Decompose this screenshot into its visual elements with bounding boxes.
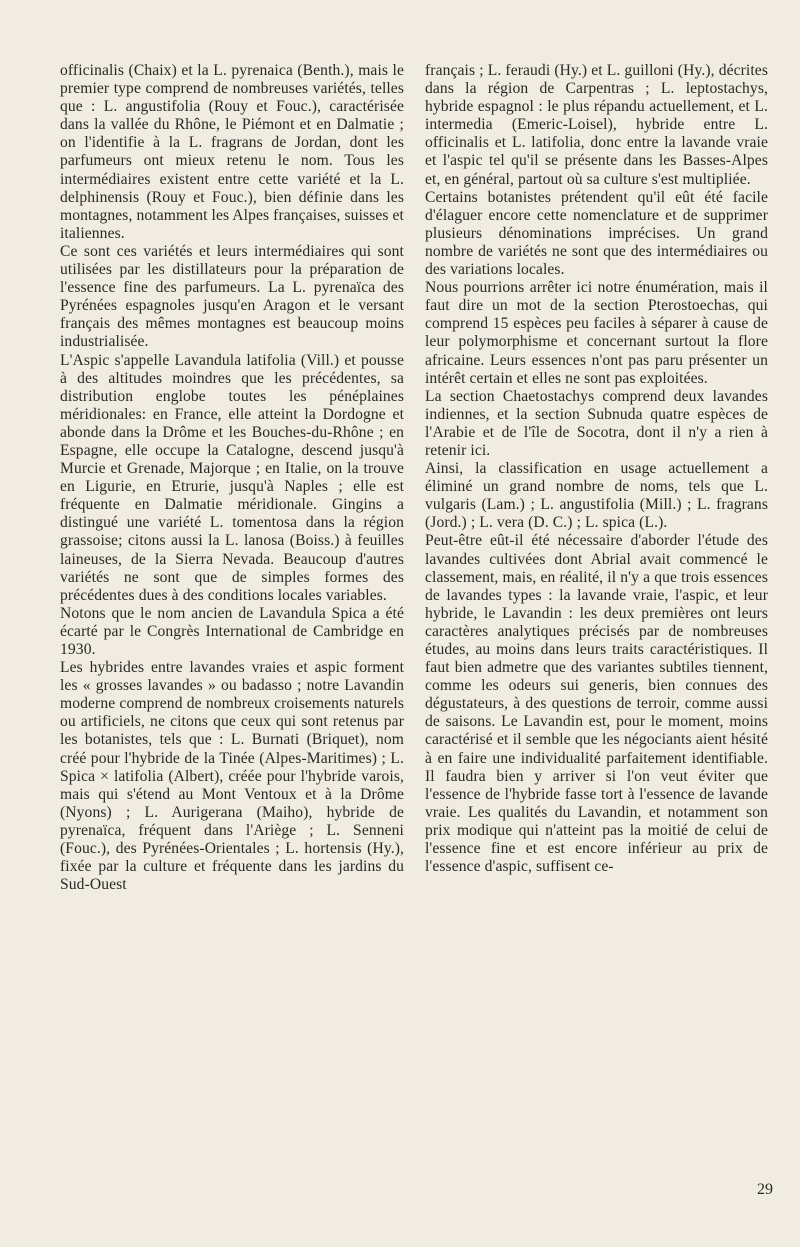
right-text-column [425,62,768,876]
paragraph: Les hybrides entre lavandes vraies et aspic forment les « grosses lavandes » ou badasso ; notre Lavandin moderne comprend de nombreux croisements naturels ou artificiels, ne citons que ceux qui sont retenus par les botanistes, tels que : L. Burnati (Briquet), nom créé pour l'hybride de la Tinée (Alpes-Maritimes) ; L. Spica × latifolia (Albert), créée pour l'hybride varois, mais qui s'étend au Mont Ventoux et à la Drôme (Nyons) ; L. Aurigerana (Maiho), hybride de pyrenaïca, fréquent dans l'Ariège ; L. Senneni (Fouc.), des Pyrénées-Orientales ; L. hortensis (Hy.), fixée par la culture et fréquente dans les jardins du Sud-Ouest [60,659,404,894]
paragraph: Peut-être eût-il été nécessaire d'aborder l'étude des lavandes cultivées dont Abrial avait commencé le classement, mais, en réalité, il n'y a que trois essences de lavandes types : la lavande vraie, l'aspic, et leur hybride, le Lavandin : les deux premières ont leurs caractères analytiques précisés par de nombreuses études, au moins dans leurs traits caractéristiques. Il faut bien admetre que des variantes subtiles tiennent, comme les odeurs sui generis, bien connues des dégustateurs, à des questions de terroir, comme aussi de saisons. Le Lavandin est, pour le moment, moins caractérisé et il semble que les négociants aient hésité à en faire une individualité parfaitement identifiable. Il faudra bien y arriver si l'on veut éviter que l'essence de l'hybride fasse tort à l'essence de lavande vraie. Les qualités du Lavandin, et notamment son prix modique qui n'atteint pas la moitié de celui de l'essence fine et est encore inférieur au prix de l'essence d'aspic, suffisent ce- [425,532,768,876]
paragraph: officinalis (Chaix) et la L. pyrenaica (Benth.), mais le premier type comprend de nombreuses variétés, telles que : L. angustifolia (Rouy et Fouc.), caractérisée dans la vallée du Rhône, le Piémont et en Dalmatie ; on l'identifie à la L. fragrans de Jordan, dont les parfumeurs ont mieux retenu le nom. Tous les intermédiaires existent entre cette variété et la L. delphinensis (Rouy et Fouc.), bien définie dans les montagnes, notamment les Alpes françaises, suisses et italiennes. [60,62,404,242]
paragraph: Nous pourrions arrêter ici notre énumération, mais il faut dire un mot de la section Pterostoechas, qui comprend 15 espèces peu faciles à séparer à cause de leur polymorphisme et concernant surtout la flore africaine. Leurs essences n'ont pas paru présenter un intérêt certain et elles ne sont pas exploitées. [425,279,768,387]
paragraph: Ainsi, la classification en usage actuellement a éliminé un grand nombre de noms, tels que L. vulgaris (Lam.) ; L. angustifolia (Mill.) ; L. fragrans (Jord.) ; L. vera (D. C.) ; L. spica (L.). [425,460,768,532]
paragraph: français ; L. feraudi (Hy.) et L. guilloni (Hy.), décrites dans la région de Carpentras ; L. leptostachys, hybride espagnol : le plus répandu actuellement, et L. intermedia (Emeric-Loisel), hybride entre L. officinalis et L. latifolia, donc entre la lavande vraie et l'aspic tel qu'il se présente dans les Basses-Alpes et, en général, partout où sa culture s'est multipliée. [425,62,768,188]
paragraph: La section Chaetostachys comprend deux lavandes indiennes, et la section Subnuda quatre espèces de l'Arabie et de l'île de Socotra, dont il n'y a rien à retenir ici. [425,387,768,459]
paragraph: Notons que le nom ancien de Lavandula Spica a été écarté par le Congrès International de Cambridge en 1930. [60,604,404,658]
paragraph: L'Aspic s'appelle Lavandula latifolia (Vill.) et pousse à des altitudes moindres que les précédentes, sa distribution englobe toutes les pénéplaines méridionales: en France, elle atteint la Dordogne et abonde dans la Drôme et les Bouches-du-Rhône ; en Espagne, elle occupe la Catalogne, descend jusqu'à Murcie et Grenade, Majorque ; en Italie, on la trouve en Ligurie, en Etrurie, jusqu'à Naples ; elle est fréquente en Dalmatie méridionale. Gingins a distingué une variété L. tomentosa dans la région grassoise; citons aussi la L. lanosa (Boiss.) à feuilles laineuses, de la Sierra Nevada. Beaucoup d'autres variétés ne sont que de simples formes des précédentes dues à des conditions locales variables. [60,351,404,604]
paragraph: Certains botanistes prétendent qu'il eût été facile d'élaguer encore cette nomenclature et de supprimer plusieurs dénominations imprécises. Un grand nombre de variétés ne sont que des intermédiaires ou des variations locales. [425,188,768,279]
paragraph: Ce sont ces variétés et leurs intermédiaires qui sont utilisées par les distillateurs pour la préparation de l'essence fine des parfumeurs. La L. pyrenaïca des Pyrénées espagnoles jusqu'en Aragon et le versant français des mêmes montagnes est beaucoup moins industrialisée. [60,242,404,351]
page-number: 29 [757,1181,773,1198]
left-text-column [60,62,404,894]
